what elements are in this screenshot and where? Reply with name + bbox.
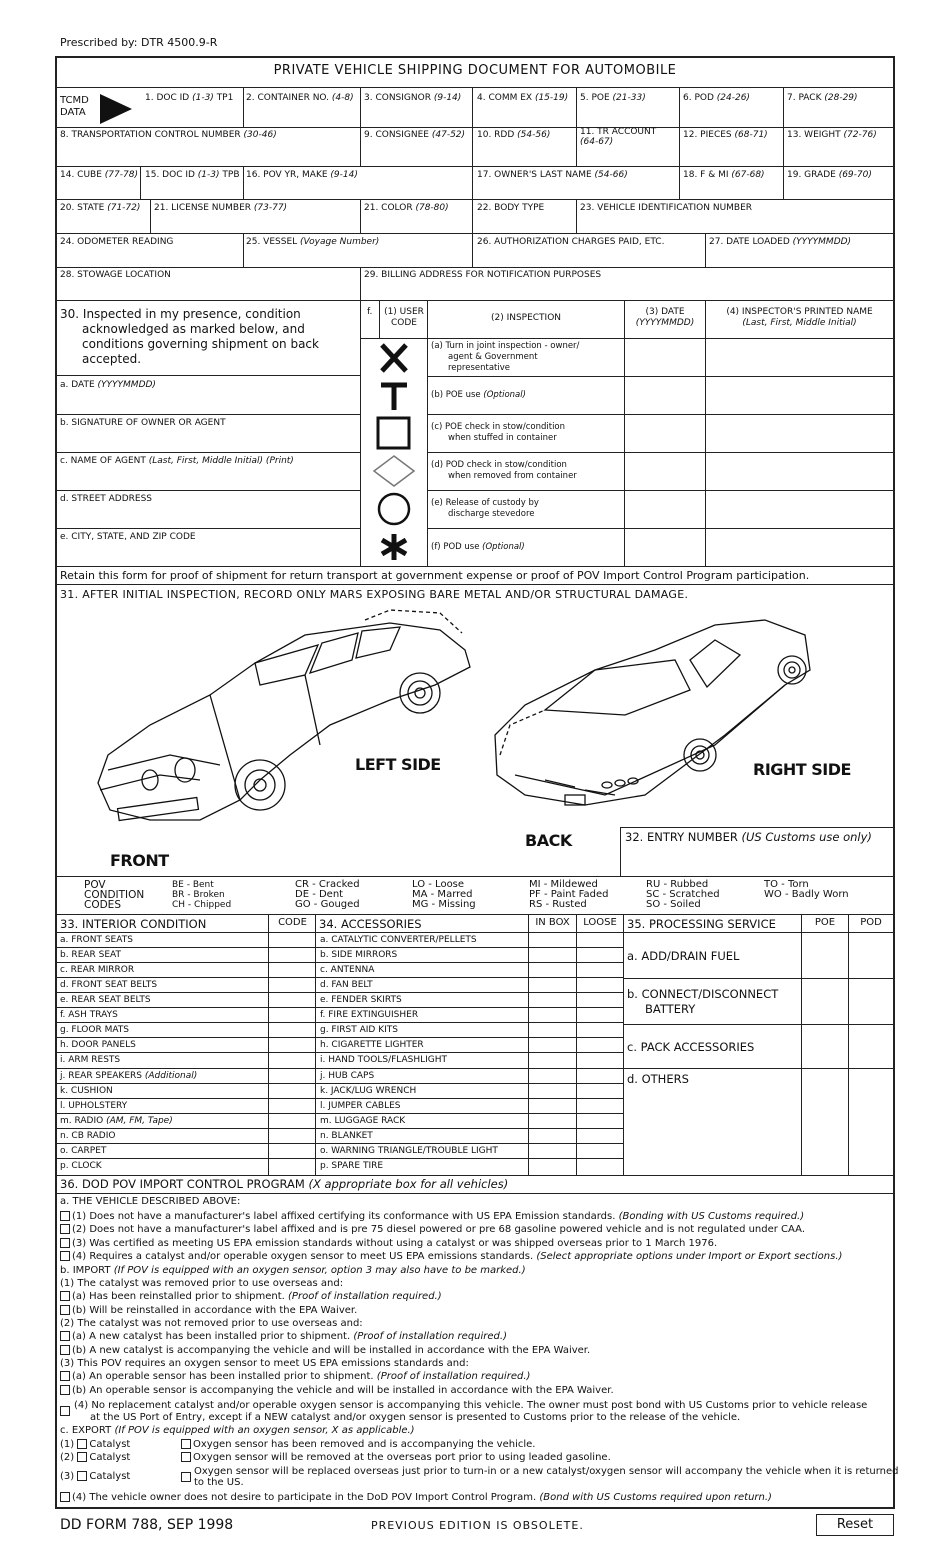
interior-condition-item: e. REAR SEAT BELTS [60,995,151,1005]
form-title: PRIVATE VEHICLE SHIPPING DOCUMENT FOR AUTOMOBILE [273,63,677,78]
s36-c1[interactable]: (1) Catalyst [60,1439,131,1450]
field-18-label: 18. F & MI (67-68) [683,170,765,180]
row-divider [57,1128,624,1129]
inspection-f: (f) POD use (Optional) [431,542,525,552]
field-10-label: 10. RDD (54-56) [477,130,551,140]
field-21-label: 21. LICENSE NUMBER (73-77) [154,203,288,213]
field-5-label: 5. POE (21-33) [580,93,646,103]
pod-header: POD [860,917,882,928]
checkbox[interactable] [60,1211,70,1221]
checkbox[interactable] [60,1331,70,1341]
s36-b2: (2) The catalyst was not removed prior to use overseas and: [60,1318,363,1329]
back-label: BACK [525,831,572,850]
s36-b2a[interactable]: (a) A new catalyst has been installed prior to shipment. (Proof of installation required.) [60,1331,507,1343]
codes-col-3: LO - Loose MA - Marred MG - Missing [412,879,476,910]
section-30-statement: 30. Inspected in my presence, condition acknowledged as marked below, and conditions governing shipment on back accepted. [60,307,319,366]
row-divider [57,1052,624,1053]
accessory-item: g. FIRST AID KITS [320,1025,398,1035]
t-mark-icon [372,380,416,412]
field-28-label: 28. STOWAGE LOCATION [60,270,171,280]
s36-c3-oxygen-checkbox[interactable] [181,1472,193,1484]
s36-c1-oxygen[interactable]: Oxygen sensor has been removed and is accompanying the vehicle. [181,1439,535,1451]
accessory-item: o. WARNING TRIANGLE/TROUBLE LIGHT [320,1146,498,1156]
inspection-a: (a) Turn in joint inspection - owner/ agent & Government representative [431,341,580,373]
field-14-label: 14. CUBE (77-78) [60,170,138,180]
s36-b1: (1) The catalyst was removed prior to use overseas and: [60,1278,344,1289]
pov-condition-codes-title: POV CONDITION CODES [84,879,145,911]
s36-a1[interactable]: (1) Does not have a manufacturer's label affixed certifying its conformance with US EPA Emission standards. (Bonding with US Customs required.) [60,1211,804,1223]
square-mark-icon [372,416,416,450]
field-8-label: 8. TRANSPORTATION CONTROL NUMBER (30-46) [60,130,277,140]
section-31-title: 31. AFTER INITIAL INSPECTION, RECORD ONLY MARS EXPOSING BARE METAL AND/OR STRUCTURAL DAMAGE. [60,588,689,601]
field-4-label: 4. COMM EX (15-19) [477,93,569,103]
code-header: CODE [278,917,307,928]
processing-c: c. PACK ACCESSORIES [627,1040,755,1054]
checkbox[interactable] [60,1345,70,1355]
inspection-e: (e) Release of custody by discharge stevedore [431,498,539,519]
section-30b-label: b. SIGNATURE OF OWNER OR AGENT [60,418,226,428]
processing-b: b. CONNECT/DISCONNECT BATTERY [627,987,779,1016]
accessory-item: k. JACK/LUG WRENCH [320,1086,417,1096]
row-divider [57,1098,624,1099]
inspection-d: (d) POD check in stow/condition when removed from container [431,460,577,481]
section-30f-label: f. [367,307,373,317]
field-12-label: 12. PIECES (68-71) [683,130,768,140]
interior-condition-item: j. REAR SPEAKERS (Additional) [60,1071,198,1081]
checkbox[interactable] [60,1406,70,1416]
asterisk-mark-icon [372,531,416,563]
row-divider [57,962,624,963]
field-21-color-label: 21. COLOR (78-80) [364,203,449,213]
codes-col-1: BE - Bent BR - Broken CH - Chipped [172,880,232,910]
checkbox[interactable] [60,1251,70,1261]
inspection-c: (c) POE check in stow/condition when stuffed in container [431,422,566,443]
field-1-label: 1. DOC ID (1-3) TP1 [145,93,234,103]
checkbox[interactable] [181,1452,191,1462]
row-divider [57,1083,624,1084]
interior-condition-title: 33. INTERIOR CONDITION [60,917,207,931]
accessory-item: i. HAND TOOLS/FLASHLIGHT [320,1055,448,1065]
poe-header: POE [814,917,836,928]
field-20-label: 20. STATE (71-72) [60,203,141,213]
interior-condition-item: p. CLOCK [60,1161,102,1171]
s36-b3: (3) This POV requires an oxygen sensor to meet US EPA emissions standards and: [60,1358,469,1369]
row-divider [57,1022,624,1023]
s36-b: b. IMPORT (If POV is equipped with an oxygen sensor, option 3 may also have to be marked.) [60,1265,526,1276]
row-divider [57,1113,624,1114]
interior-condition-item: k. CUSHION [60,1086,113,1096]
car-left-side-drawing [90,605,480,845]
section-30c-label: c. NAME OF AGENT (Last, First, Middle Initial) (Print) [60,456,294,466]
interior-condition-item: c. REAR MIRROR [60,965,135,975]
accessory-item: m. LUGGAGE RACK [320,1116,406,1126]
prescribed-by: Prescribed by: DTR 4500.9-R [60,36,218,49]
interior-condition-item: a. FRONT SEATS [60,935,133,945]
row-divider [57,947,624,948]
field-3-label: 3. CONSIGNOR (9-14) [364,93,462,103]
tcmd-data-label: TCMD DATA [60,95,89,118]
accessory-item: d. FAN BELT [320,980,373,990]
accessory-item: f. FIRE EXTINGUISHER [320,1010,419,1020]
row-divider [57,1037,624,1038]
checkbox[interactable] [77,1439,87,1449]
in-box-header: IN BOX [535,917,570,928]
codes-col-2: CR - Cracked DE - Dent GO - Gouged [295,879,360,910]
s36-b3b[interactable]: (b) An operable sensor is accompanying the vehicle and will be installed in accordance with the EPA Waiver. [60,1385,614,1397]
interior-condition-item: d. FRONT SEAT BELTS [60,980,158,990]
interior-condition-item: b. REAR SEAT [60,950,122,960]
interior-condition-item: g. FLOOR MATS [60,1025,130,1035]
checkbox[interactable] [60,1224,70,1234]
processing-service-title: 35. PROCESSING SERVICE [627,917,776,931]
s36-c2[interactable]: (2) Catalyst [60,1452,131,1463]
interior-condition-item: l. UPHOLSTERY [60,1101,128,1111]
accessory-item: b. SIDE MIRRORS [320,950,398,960]
section-30a-label: a. DATE (YYYYMMDD) [60,380,156,390]
s36-c3-oxygen: Oxygen sensor will be replaced overseas just prior to turn-in or a new catalyst/oxygen sensor will accompany the vehicle when it is returned to the US. [194,1466,899,1488]
front-label: FRONT [110,851,169,870]
loose-header: LOOSE [583,917,617,928]
accessory-item: p. SPARE TIRE [320,1161,384,1171]
left-side-label: LEFT SIDE [355,755,441,774]
car-right-side-drawing [485,615,815,830]
diamond-mark-icon [372,454,416,488]
field-23-label: 23. VEHICLE IDENTIFICATION NUMBER [580,203,753,213]
field-13-label: 13. WEIGHT (72-76) [787,130,877,140]
interior-condition-item: h. DOOR PANELS [60,1040,136,1050]
accessory-item: h. CIGARETTE LIGHTER [320,1040,424,1050]
field-11-label: 11. TR ACCOUNT (64-67) [580,127,657,147]
field-22-label: 22. BODY TYPE [477,203,545,213]
checkbox[interactable] [77,1471,87,1481]
row-divider [57,1068,624,1069]
field-7-label: 7. PACK (28-29) [787,93,858,103]
s36-a: a. THE VEHICLE DESCRIBED ABOVE: [60,1196,241,1207]
processing-d: d. OTHERS [627,1072,689,1086]
field-19-label: 19. GRADE (69-70) [787,170,872,180]
field-27-label: 27. DATE LOADED (YYYYMMDD) [709,237,852,247]
field-25-label: 25. VESSEL (Voyage Number) [246,237,380,247]
field-17-label: 17. OWNER'S LAST NAME (54-66) [477,170,628,180]
field-16-label: 16. POV YR, MAKE (9-14) [246,170,358,180]
section-30e-label: e. CITY, STATE, AND ZIP CODE [60,532,196,542]
reset-button[interactable]: Reset [816,1514,894,1536]
s36-a3[interactable]: (3) Was certified as meeting US EPA emission standards without using a catalyst or was shipped overseas prior to 1 March 1976. [60,1238,717,1250]
accessories-title: 34. ACCESSORIES [319,917,422,931]
checkbox[interactable] [60,1305,70,1315]
accessory-item: n. BLANKET [320,1131,373,1141]
row-divider [57,1007,624,1008]
field-26-label: 26. AUTHORIZATION CHARGES PAID, ETC. [477,237,665,247]
interior-condition-item: m. RADIO (AM, FM, Tape) [60,1116,173,1126]
inspector-name-header: (4) INSPECTOR'S PRINTED NAME (Last, First, Middle Initial) [726,307,873,328]
s36-b1b[interactable]: (b) Will be reinstalled in accordance with the EPA Waiver. [60,1305,357,1317]
date-header: (3) DATE (YYYYMMDD) [635,307,695,328]
s36-c3[interactable]: (3) Catalyst [60,1471,131,1482]
s36-c: c. EXPORT (If POV is equipped with an oxygen sensor, X as applicable.) [60,1425,415,1436]
accessory-item: a. CATALYTIC CONVERTER/PELLETS [320,935,477,945]
tcmd-arrow-icon [98,92,134,126]
form-number: DD FORM 788, SEP 1998 [60,1517,234,1533]
codes-col-5: RU - Rubbed SC - Scratched SO - Soiled [646,879,720,910]
inspection-b: (b) POE use (Optional) [431,390,526,400]
accessory-item: e. FENDER SKIRTS [320,995,402,1005]
s36-b4-checkbox[interactable] [60,1406,72,1418]
obsolete-notice: PREVIOUS EDITION IS OBSOLETE. [371,1519,584,1532]
x-mark-icon [372,342,416,374]
field-24-label: 24. ODOMETER READING [60,237,174,247]
processing-a: a. ADD/DRAIN FUEL [627,949,740,963]
checkbox[interactable] [181,1472,191,1482]
field-29-label: 29. BILLING ADDRESS FOR NOTIFICATION PURPOSES [364,270,602,280]
checkbox[interactable] [60,1385,70,1395]
section-30d-label: d. STREET ADDRESS [60,494,153,504]
checkbox[interactable] [60,1238,70,1248]
row-divider [57,1158,624,1159]
s36-b4: (4) No replacement catalyst and/or operable oxygen sensor is accompanying this vehicle. The owner must post bond with US Customs prior to vehicle release at the US Port of Entry, except if a NEW catalyst and/or oxygen sensor is presented to Customs prior to the release of the vehicle. [74,1400,868,1423]
accessory-item: l. JUMPER CABLES [320,1101,401,1111]
field-15-label: 15. DOC ID (1-3) TPB [145,170,240,180]
interior-condition-item: i. ARM RESTS [60,1055,121,1065]
field-6-label: 6. POD (24-26) [683,93,750,103]
accessory-item: j. HUB CAPS [320,1071,375,1081]
row-divider [57,992,624,993]
interior-condition-item: f. ASH TRAYS [60,1010,118,1020]
s36-b1a[interactable]: (a) Has been reinstalled prior to shipment. (Proof of installation required.) [60,1291,442,1303]
row-divider [57,977,624,978]
circle-mark-icon [372,492,416,526]
s36-c2-oxygen[interactable]: Oxygen sensor will be removed at the overseas port prior to using leaded gasoline. [181,1452,611,1464]
s36-b3a[interactable]: (a) An operable sensor has been installed prior to shipment. (Proof of installation required.) [60,1371,530,1383]
inspection-header: (2) INSPECTION [490,313,562,323]
section-36-title: 36. DOD POV IMPORT CONTROL PROGRAM (X appropriate box for all vehicles) [60,1177,509,1191]
s36-b2b[interactable]: (b) A new catalyst is accompanying the vehicle and will be installed in accordance with the EPA Waiver. [60,1345,590,1357]
codes-col-6: TO - Torn WO - Badly Worn [764,879,849,900]
retain-notice: Retain this form for proof of shipment for return transport at government expense or proof of POV Import Control Program participation. [60,569,810,582]
entry-number-label: 32. ENTRY NUMBER (US Customs use only) [625,830,872,844]
field-9-label: 9. CONSIGNEE (47-52) [364,130,466,140]
right-side-label: RIGHT SIDE [753,760,851,779]
s36-a4[interactable]: (4) Requires a catalyst and/or operable oxygen sensor to meet US EPA emissions standards. (Select appropriate options under Import or Export sections.) [60,1251,842,1263]
row-divider [57,1143,624,1144]
codes-col-4: MI - Mildewed PF - Paint Faded RS - Rusted [529,879,609,910]
interior-condition-item: o. CARPET [60,1146,107,1156]
user-code-header: (1) USER CODE [384,307,424,328]
accessory-item: c. ANTENNA [320,965,375,975]
checkbox[interactable] [77,1452,87,1462]
s36-a2[interactable]: (2) Does not have a manufacturer's label affixed and is pre 75 diesel powered or pre 68 gasoline powered vehicle and is not regulated under CAA. [60,1224,805,1236]
checkbox[interactable] [60,1371,70,1381]
checkbox[interactable] [60,1291,70,1301]
field-2-label: 2. CONTAINER NO. (4-8) [246,93,354,103]
checkbox[interactable] [181,1439,191,1449]
s36-c4[interactable]: (4) The vehicle owner does not desire to participate in the DoD POV Import Control Program. (Bond with US Customs required upon return.) [60,1492,772,1504]
checkbox[interactable] [60,1492,70,1502]
interior-condition-item: n. CB RADIO [60,1131,116,1141]
